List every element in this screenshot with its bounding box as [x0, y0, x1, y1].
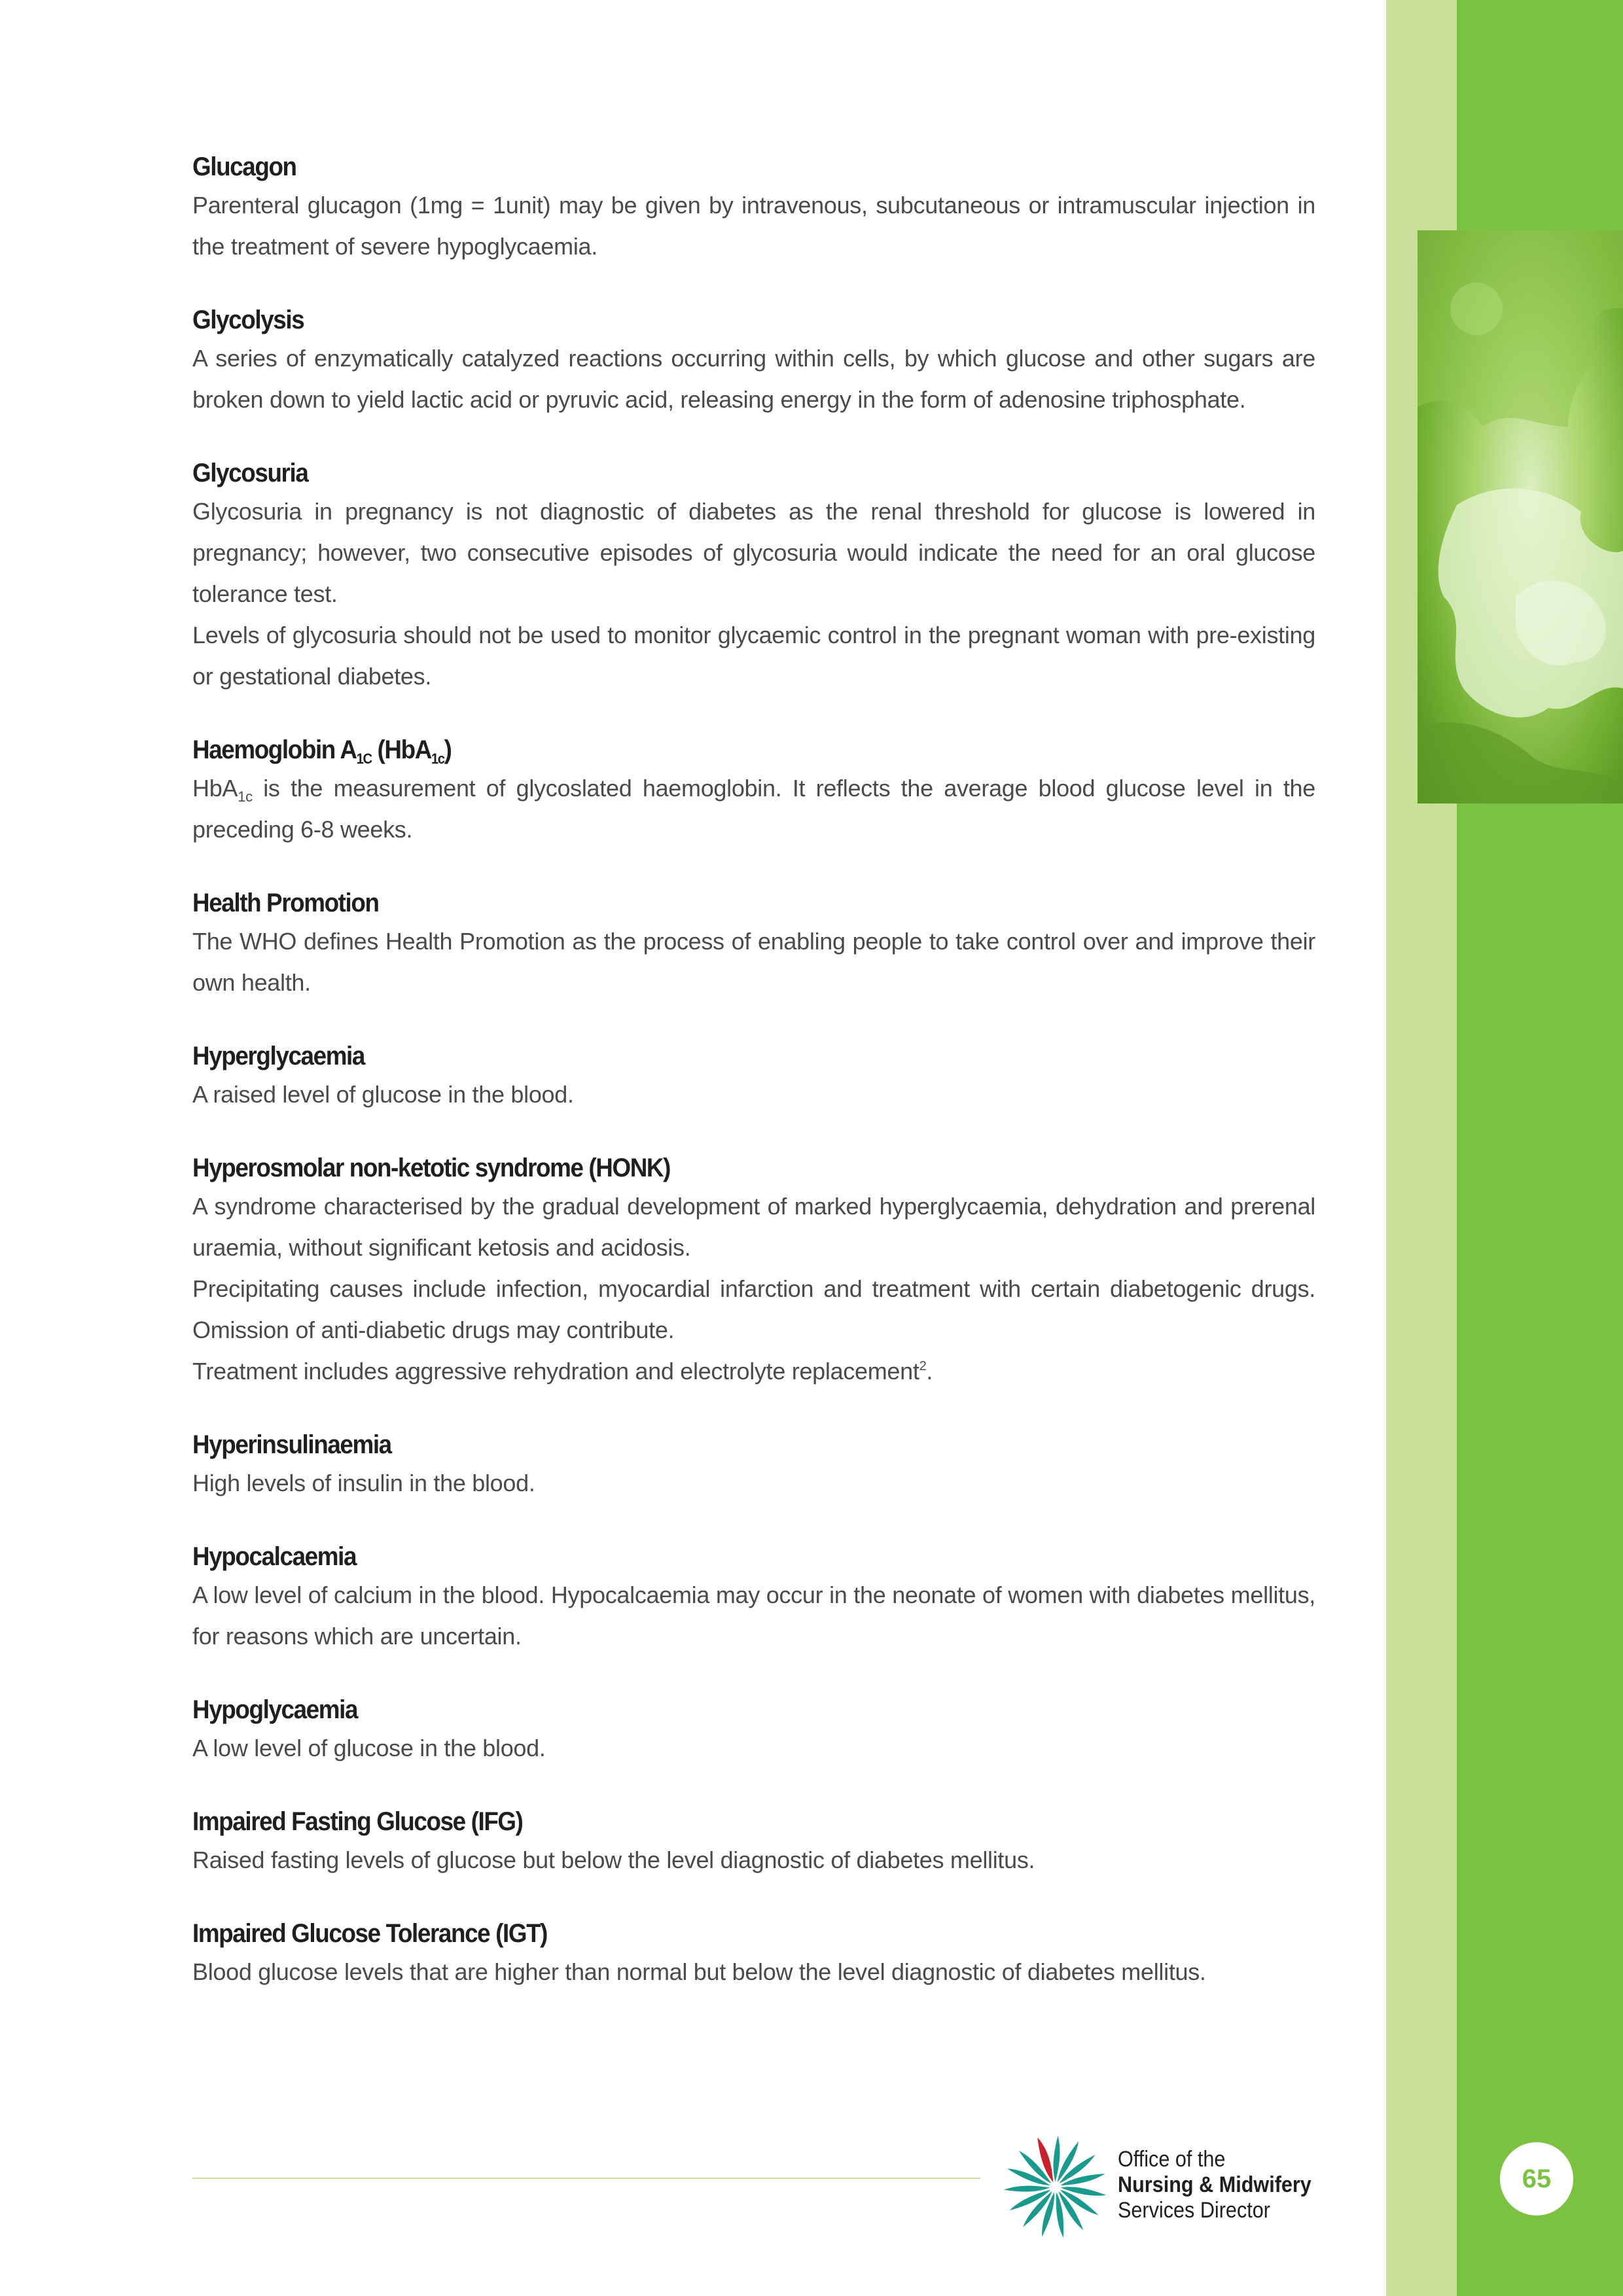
entry-term: Hyperosmolar non-ketotic syndrome (HONK) — [192, 1154, 670, 1182]
onmsd-logo-icon — [1001, 2133, 1109, 2241]
definition-paragraph: The WHO defines Health Promotion as the process of enabling people to take control over and improve their own health. — [192, 928, 1315, 996]
glossary-entry-glycolysis — [192, 302, 1315, 420]
glossary-entry-glycosuria — [192, 455, 1315, 697]
definition-paragraph — [192, 1351, 1315, 1392]
term-suffix: ) — [444, 735, 452, 764]
entry-definition — [192, 338, 1315, 420]
def-prefix: HbA — [192, 775, 238, 802]
glossary-entry-hypoglycaemia — [192, 1692, 1315, 1769]
term-prefix: Haemoglobin A — [192, 735, 357, 764]
org-line-3: Services Director — [1118, 2198, 1270, 2223]
page-number: 65 — [1500, 2142, 1573, 2216]
treatment-text: Treatment includes aggressive rehydration and electrolyte replacement — [192, 1358, 919, 1385]
entry-term: Hyperglycaemia — [192, 1042, 365, 1070]
definition-paragraph: Levels of glycosuria should not be used to monitor glycaemic control in the pregnant woman with pre-existing or gestational diabetes. — [192, 622, 1315, 690]
starburst-logo-graphic — [1001, 2133, 1109, 2241]
entry-definition — [192, 1574, 1315, 1657]
entry-definition — [192, 491, 1315, 697]
glossary-entry-igt — [192, 1916, 1315, 1992]
entry-term: Hypocalcaemia — [192, 1542, 357, 1571]
entry-term: Glycosuria — [192, 459, 308, 487]
definition-paragraph: High levels of insulin in the blood. — [192, 1470, 535, 1496]
term-subscript: 1c — [431, 751, 444, 767]
organisation-name — [1118, 2147, 1311, 2223]
definition-paragraph: Blood glucose levels that are higher than normal but below the level diagnostic of diabetes mellitus. — [192, 1958, 1206, 1985]
entry-definition — [192, 185, 1315, 267]
definition-paragraph: A raised level of glucose in the blood. — [192, 1081, 574, 1108]
entry-definition — [192, 1727, 1315, 1769]
reference-superscript: 2 — [919, 1359, 927, 1373]
entry-definition — [192, 1186, 1315, 1392]
puzzle-pieces-graphic — [1418, 230, 1623, 804]
glossary-entry-hypocalcaemia — [192, 1539, 1315, 1657]
entry-term: Glycolysis — [192, 306, 304, 334]
entry-definition — [192, 1839, 1315, 1881]
def-text: is the measurement of glycoslated haemoglobin. It reflects the average blood glucose level in the preceding 6-8 weeks. — [192, 775, 1315, 843]
entry-term: Impaired Glucose Tolerance (IGT) — [192, 1919, 548, 1948]
definition-paragraph: A low level of glucose in the blood. — [192, 1735, 546, 1761]
entry-definition — [192, 768, 1315, 850]
definition-paragraph — [192, 768, 1315, 850]
entry-term — [192, 732, 1226, 768]
definition-paragraph: Raised fasting levels of glucose but below the level diagnostic of diabetes mellitus. — [192, 1846, 1035, 1873]
entry-definition — [192, 1462, 1315, 1504]
entry-term: Impaired Fasting Glucose (IFG) — [192, 1807, 523, 1836]
definition-paragraph: A series of enzymatically catalyzed reactions occurring within cells, by which glucose and other sugars are broken down to yield lactic acid or pyruvic acid, releasing energy in the form of adenosine triphosphate. — [192, 345, 1315, 413]
footer-divider — [192, 2178, 980, 2179]
definition-paragraph: Precipitating causes include infection, myocardial infarction and treatment with certain diabetogenic drugs. Omission of anti-diabetic drugs may contribute. — [192, 1275, 1315, 1343]
entry-term: Hyperinsulinaemia — [192, 1430, 391, 1459]
glossary-entry-hba1c — [192, 732, 1315, 850]
glossary-entry-honk — [192, 1150, 1315, 1392]
entry-definition — [192, 1074, 1315, 1115]
glossary-entry-glucagon — [192, 149, 1315, 267]
definition-paragraph: A syndrome characterised by the gradual development of marked hyperglycaemia, dehydration and prerenal uraemia, without significant ketosis and acidosis. — [192, 1193, 1315, 1261]
entry-definition — [192, 1951, 1315, 1992]
glossary-entry-ifg — [192, 1804, 1315, 1881]
glossary-entry-health-promotion — [192, 885, 1315, 1003]
definition-paragraph: Glycosuria in pregnancy is not diagnostic of diabetes as the renal threshold for glucose is lowered in pregnancy; however, two consecutive episodes of glycosuria would indicate the need for an oral glucose tolerance test. — [192, 498, 1315, 607]
treatment-end: . — [926, 1358, 933, 1385]
entry-term: Health Promotion — [192, 889, 379, 917]
definition-paragraph: A low level of calcium in the blood. Hypocalcaemia may occur in the neonate of women with diabetes mellitus, for reasons which are uncertain. — [192, 1581, 1315, 1650]
glossary-entry-hyperglycaemia — [192, 1038, 1315, 1115]
term-mid: (HbA — [371, 735, 431, 764]
glossary-entry-hyperinsulinaemia — [192, 1427, 1315, 1504]
puzzle-image — [1418, 230, 1623, 804]
definition-paragraph: Parenteral glucagon (1mg = 1unit) may be given by intravenous, subcutaneous or intramuscular injection in the treatment of severe hypoglycaemia. — [192, 192, 1315, 260]
glossary-content — [192, 149, 1315, 2028]
entry-term: Hypoglycaemia — [192, 1695, 358, 1724]
term-subscript: 1C — [356, 751, 372, 767]
entry-term: Glucagon — [192, 152, 296, 181]
org-line-2: Nursing & Midwifery — [1118, 2172, 1311, 2197]
entry-definition — [192, 921, 1315, 1003]
def-subscript: 1c — [238, 788, 253, 805]
org-line-1: Office of the — [1118, 2147, 1226, 2172]
